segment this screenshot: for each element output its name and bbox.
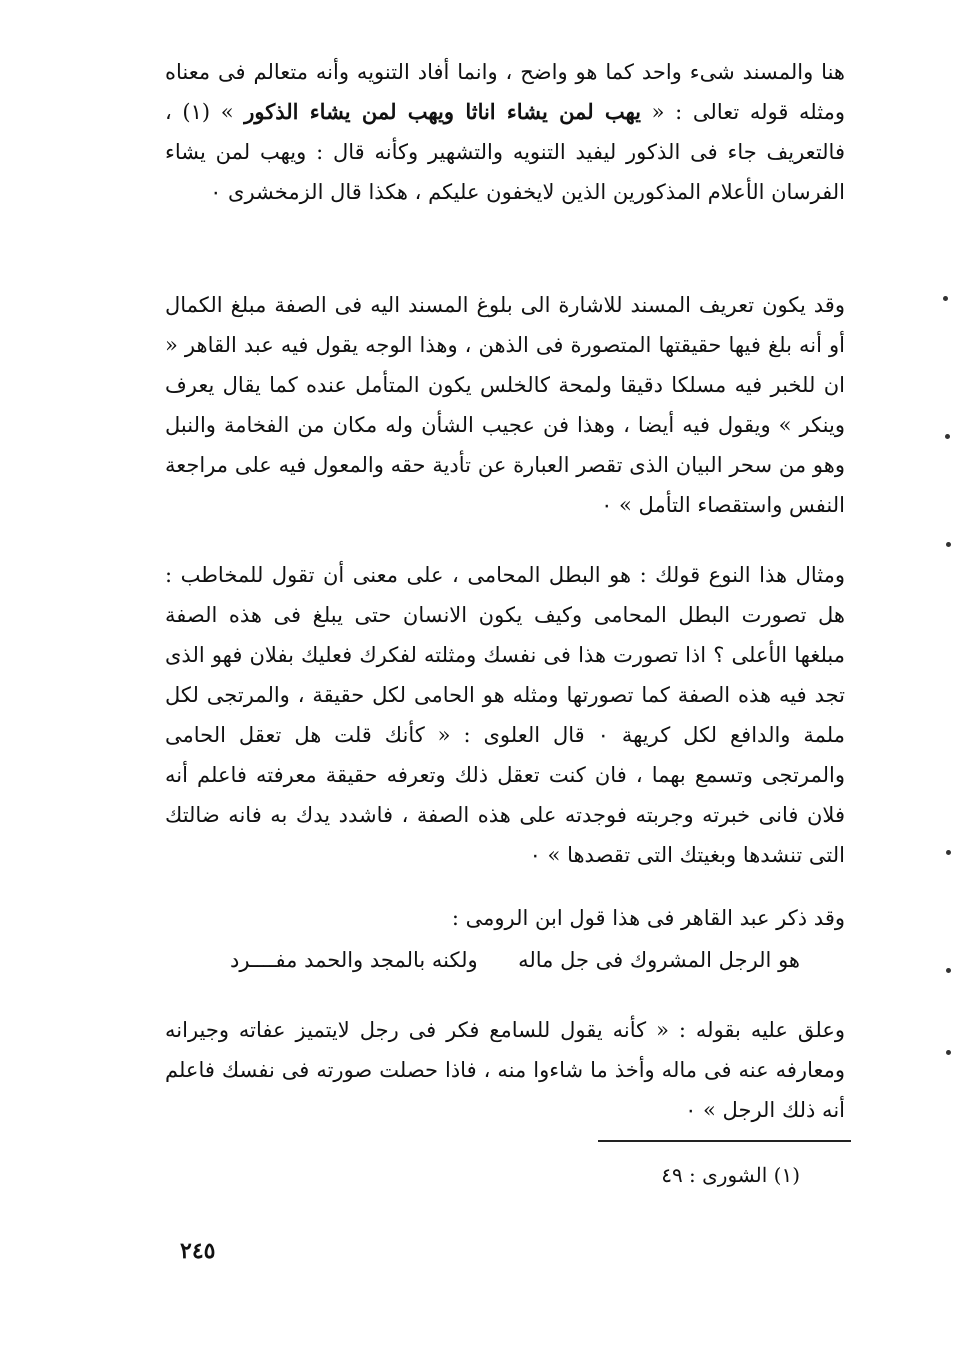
paragraph-4-text: وقد ذكر عبد القاهر فى هذا قول ابن الرومى : — [451, 906, 845, 930]
paragraph-2 — [165, 285, 845, 525]
margin-mark-dot — [946, 968, 951, 973]
paragraph-5-text: وعلق عليه بقوله : « كأنه يقول للسامع فكر فى رجل لايتميز عفاته وجيرانه ومعارفه عنه فى ماله وأخذ ما شاءوا منه ، فاذا حصلت صورته فى نفسك فاعلم أنه ذلك الرجل » ٠ — [165, 1018, 845, 1122]
paragraph-3 — [165, 555, 845, 875]
quran-quote: يهب لمن يشاء اناثا ويهب لمن يشاء الذكور — [244, 99, 642, 124]
page-number: ٢٤٥ — [180, 1238, 216, 1264]
paragraph-4 — [165, 898, 845, 938]
margin-mark-dot — [946, 1050, 951, 1055]
paragraph-1 — [165, 52, 845, 212]
footnote-divider — [598, 1140, 851, 1142]
paragraph-1-end: » (١) ، فالتعريف جاء فى الذكور ليفيد التنويه والتشهير وكأنه قال : ويهب لمن يشاء الفرسان الأعلام المذكورين الذين لايخفون عليكم ، هكذا قال الزمخشرى ٠ — [165, 100, 845, 204]
margin-mark-dot — [943, 296, 948, 301]
poetry-verse — [230, 940, 800, 980]
margin-mark-dot — [946, 542, 951, 547]
paragraph-1-start: هنا والمسند شىء واحد كما هو واضح ، وانما أفاد التنويه وأنه متعالم فى معناه ومثله قوله تعالى : « — [165, 60, 845, 124]
paragraph-5 — [165, 1010, 845, 1130]
verse-second-hemistich: ولكنه بالمجد والحمد مفــــرد — [230, 948, 478, 972]
verse-first-hemistich: هو الرجل المشروك فى جل ماله — [518, 948, 800, 972]
paragraph-2-text: وقد يكون تعريف المسند للاشارة الى بلوغ المسند اليه فى الصفة مبلغ الكمال أو أنه بلغ فيها حقيقتها المتصورة فى الذهن ، وهذا الوجه يقول فيه عبد القاهر « ان للخبر فيه مسلكا دقيقا ولمحة كالخلس يكون المتأمل عنده كما يقال يعرف وينكر » ويقول فيه أيضا ، وهذا فن عجيب الشأن وله مكان من الفخامة والنبل وهو من سحر البيان الذى تقصر العبارة عن تأدية حقه والمعول فيه على مراجعة النفس واستقصاء التأمل » ٠ — [165, 293, 845, 517]
paragraph-3-text: ومثال هذا النوع قولك : هو البطل المحامى ، على معنى أن تقول للمخاطب : هل تصورت البطل المحامى وكيف يكون الانسان حتى يبلغ فى هذه الصفة مبلغها الأعلى ؟ اذا تصورت هذا فى نفسك ومثلته لفكرك فعليك بفلان فهو الذى تجد فيه هذه الصفة كما تصورتها ومثله هو الحامى لكل حقيقة ، والمرتجى لكل ملمة والدافع لكل كريهة ٠ قال العلوى : « كأنك قلت هل تعقل الحامى والمرتجى وتسمع بهما ، فان كنت تعقل ذلك وتعرفه حقيقة معرفته فاعلم أنه فلان فانى خبرته وجربته فوجدته على هذه الصفة ، فاشدد يدك به فانه ضالتك التى تنشدها وبغيتك التى تقصدها » ٠ — [165, 563, 845, 867]
margin-mark-dot — [945, 434, 950, 439]
footnote: (١) الشورى : ٤٩ — [661, 1163, 800, 1187]
margin-mark-dot — [946, 850, 951, 855]
